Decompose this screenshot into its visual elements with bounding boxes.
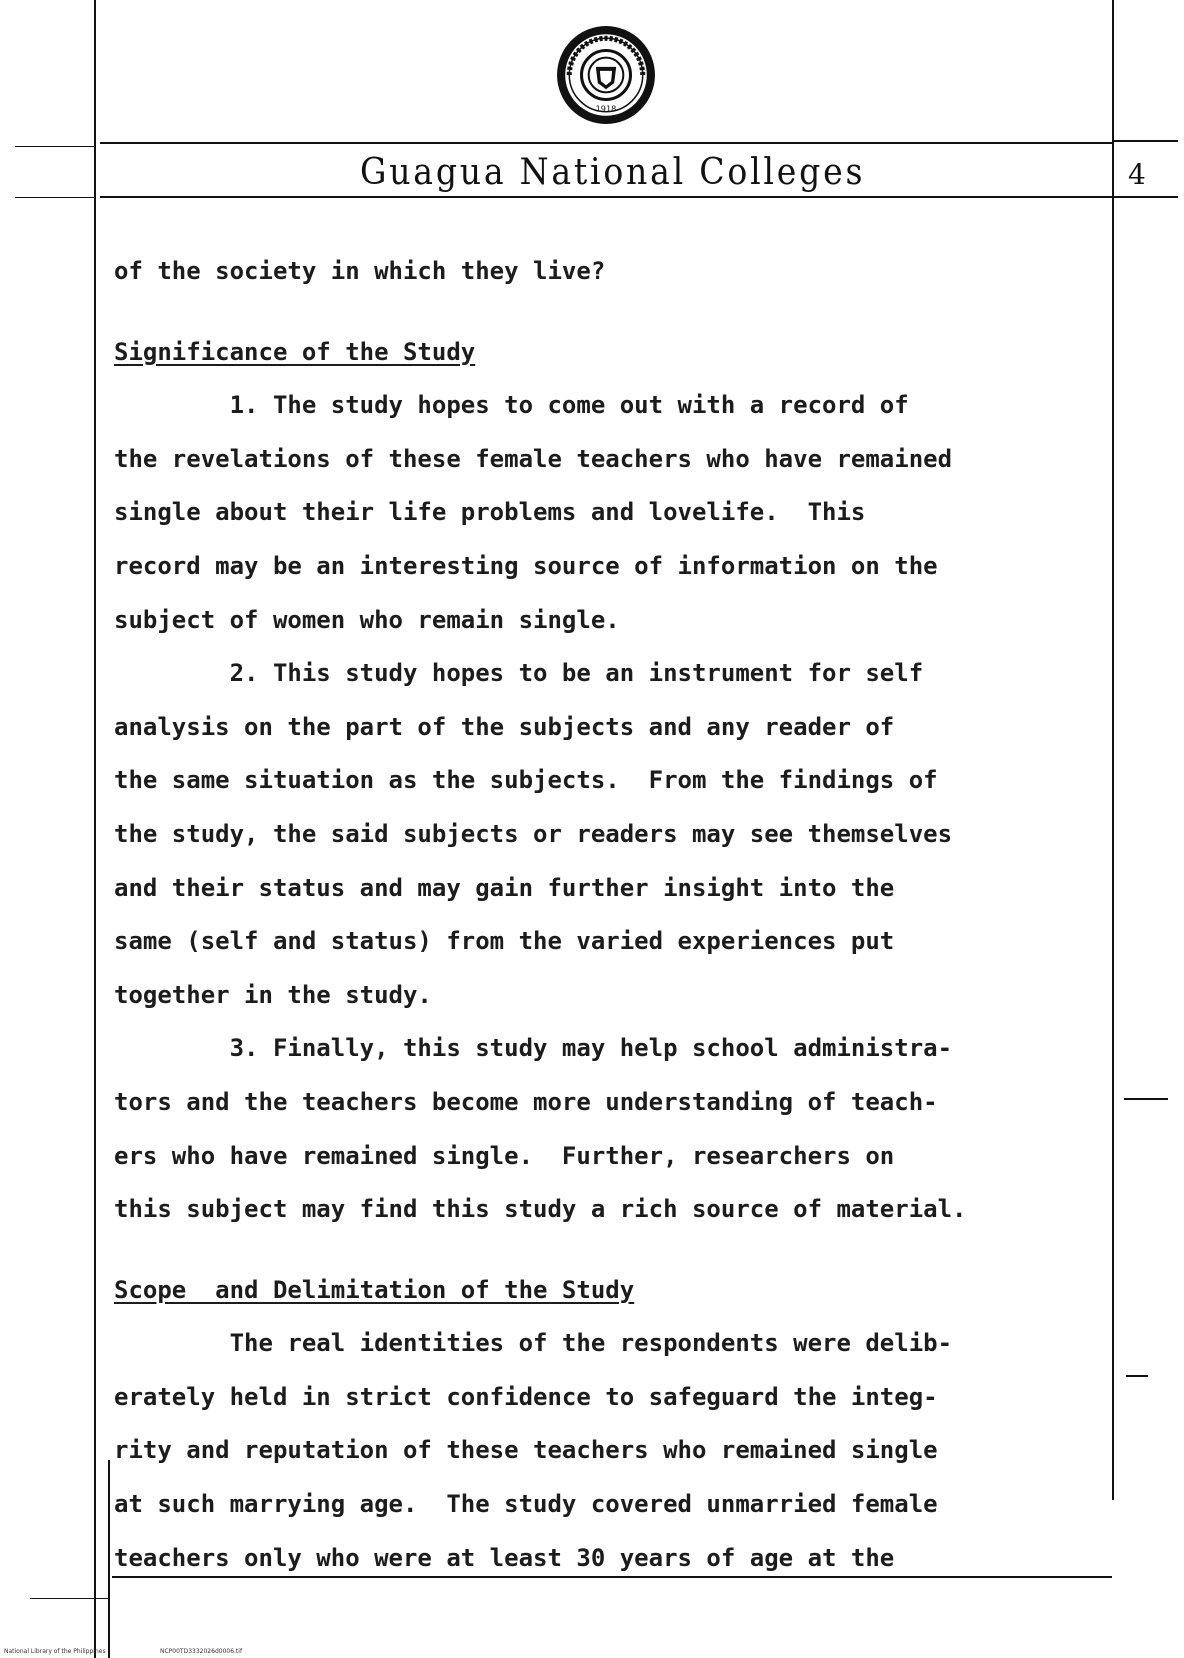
text-line: tors and the teachers become more understanding of teach- <box>114 1087 938 1116</box>
image-file-code: NCP00TD3332026d0006.tif <box>160 1648 243 1655</box>
document-body <box>114 245 1114 1585</box>
right-tick-mark <box>1124 1098 1168 1100</box>
seal-year: 1918 <box>595 103 617 114</box>
paragraph-gap <box>114 299 1114 326</box>
paragraph-gap <box>114 1237 1114 1264</box>
text-line: the same situation as the subjects. From the findings of <box>114 766 938 795</box>
section-heading-scope: Scope and Delimitation of the Study <box>114 1275 635 1304</box>
text-line: subject of women who remain single. <box>114 605 620 634</box>
text-line: rity and reputation of these teachers who remained single <box>114 1436 938 1465</box>
text-line: the revelations of these female teachers who have remained <box>114 444 953 473</box>
header-top-rule <box>100 142 1112 144</box>
text-line: erately held in strict confidence to safeguard the integ- <box>114 1382 938 1411</box>
right-tick-mark-2 <box>1126 1375 1148 1377</box>
header-bottom-rule <box>100 196 1112 198</box>
text-line: teachers only who were at least 30 years of age at the <box>114 1543 895 1572</box>
college-seal-icon <box>555 24 657 126</box>
text-line: 3. Finally, this study may help school administra- <box>114 1034 953 1063</box>
text-line: together in the study. <box>114 980 432 1009</box>
right-tab-rule-bottom <box>1114 196 1178 198</box>
left-tab-rule-bottom <box>15 197 95 198</box>
text-line: 2. This study hopes to be an instrument for self <box>114 659 924 688</box>
library-footer-note: National Library of the Philippines <box>4 1648 106 1655</box>
text-line: the study, the said subjects or readers may see themselves <box>114 819 953 848</box>
text-line: this subject may find this study a rich source of material. <box>114 1195 967 1224</box>
text-line: 1. The study hopes to come out with a record of <box>114 391 909 420</box>
text-line: analysis on the part of the subjects and any reader of <box>114 712 895 741</box>
page-number: 4 <box>1128 158 1146 191</box>
text-line: of the society in which they live? <box>114 257 606 285</box>
text-line: single about their life problems and lovelife. This <box>114 498 866 527</box>
text-line: at such marrying age. The study covered unmarried female <box>114 1490 938 1519</box>
text-line: The real identities of the respondents were delib- <box>114 1329 953 1358</box>
left-tab-rule-top <box>15 146 95 147</box>
section-heading-significance: Significance of the Study <box>114 337 476 366</box>
page-title: Guagua National Colleges <box>360 152 866 193</box>
bottom-left-rule <box>30 1598 108 1599</box>
text-line: record may be an interesting source of information on the <box>114 551 938 580</box>
text-line: and their status and may gain further insight into the <box>114 873 895 902</box>
left-margin-rule <box>94 0 96 1658</box>
left-margin-rule-inner <box>108 1460 110 1658</box>
text-line: ers who have remained single. Further, researchers on <box>114 1141 895 1170</box>
text-line: same (self and status) from the varied experiences put <box>114 927 895 956</box>
right-tab-rule-top <box>1114 140 1178 142</box>
